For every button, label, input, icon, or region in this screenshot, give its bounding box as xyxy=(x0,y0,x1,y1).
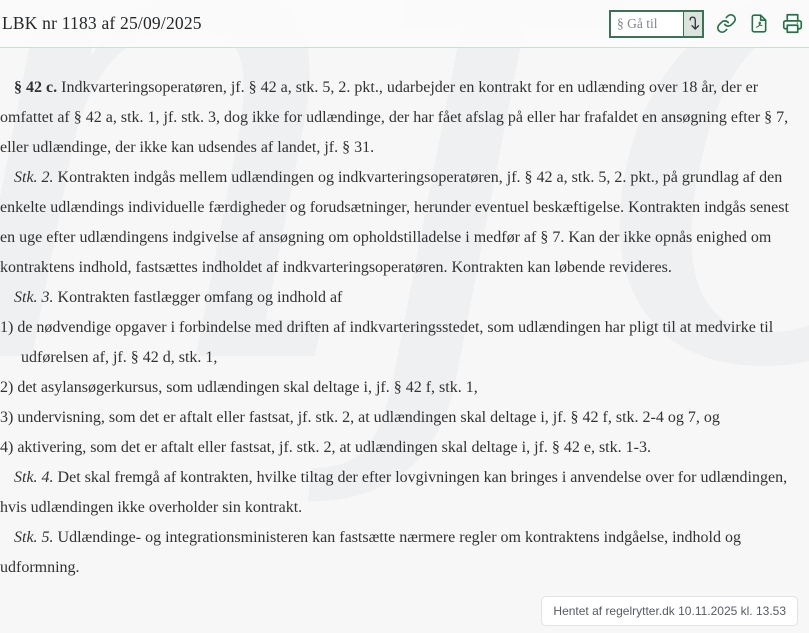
list-item xyxy=(0,433,799,463)
paragraph-text: Udlændinge- og integrationsministeren kan fastsætte nærmere regler om kontraktens indgåelse, indhold og udformning. xyxy=(0,529,741,576)
paragraph-text: undervisning, som det er aftalt eller fastsat, jf. stk. 2, at udlændingen skal deltage i, jf. § 42 f, stk. 2-4 og 7, og xyxy=(13,409,720,426)
goto-submit-button[interactable] xyxy=(683,12,702,36)
paragraph-text: Kontrakten fastlægger omfang og indhold af xyxy=(53,289,343,306)
paragraph xyxy=(0,463,799,523)
list-item xyxy=(0,313,799,373)
header xyxy=(0,0,809,48)
paragraph xyxy=(0,523,799,583)
paragraph-text: Det skal fremgå af kontrakten, hvilke tiltag der efter lovgivningen kan bringes i anvendelse over for udlændingen, hvis udlændingen ikke overholder sin kontrakt. xyxy=(0,469,788,516)
goto-paragraph-group xyxy=(609,10,704,38)
paragraph xyxy=(0,163,799,283)
link-icon xyxy=(716,13,737,34)
paragraph xyxy=(0,283,799,313)
down-arrow-icon xyxy=(687,15,700,32)
paragraph-text: de nødvendige opgaver i forbindelse med driften af indkvarteringsstedet, som udlændingen har pligt til at medvirke til udførelsen af, jf. § 42 d, stk. 1, xyxy=(13,319,774,366)
paragraph-lead: 4) xyxy=(0,439,14,456)
paragraph-lead: § 42 c. xyxy=(14,79,58,96)
header-controls xyxy=(609,10,803,38)
goto-input[interactable] xyxy=(611,12,683,36)
list-item xyxy=(0,373,799,403)
document-body xyxy=(0,48,809,583)
paragraph-lead: Stk. 3. xyxy=(14,289,54,306)
retrieval-stamp: Hentet af regelrytter.dk 10.11.2025 kl. 13.53 xyxy=(541,596,798,626)
paragraph-lead: 2) xyxy=(0,379,14,396)
pdf-download-button[interactable] xyxy=(748,13,770,35)
paragraph-lead: Stk. 2. xyxy=(14,169,54,186)
paragraph-lead: Stk. 4. xyxy=(14,469,54,486)
print-button[interactable] xyxy=(781,13,803,35)
paragraph-lead: Stk. 5. xyxy=(14,529,54,546)
page-title: LBK nr 1183 af 25/09/2025 xyxy=(2,13,202,33)
paragraph-text: det asylansøgerkursus, som udlændingen skal deltage i, jf. § 42 f, stk. 1, xyxy=(13,379,478,396)
copy-link-button[interactable] xyxy=(715,13,737,35)
printer-icon xyxy=(782,13,803,34)
paragraph xyxy=(0,73,799,163)
paragraph-lead: 1) xyxy=(0,319,14,336)
paragraph-text: aktivering, som det er aftalt eller fastsat, jf. stk. 2, at udlændingen skal deltage i, jf. § 42 e, stk. 1-3. xyxy=(13,439,651,456)
list-item xyxy=(0,403,799,433)
paragraph-lead: 3) xyxy=(0,409,14,426)
paragraph-text: Indkvarteringsoperatøren, jf. § 42 a, stk. 5, 2. pkt., udarbejder en kontrakt for en udlænding over 18 år, der er omfattet af § 42 a, stk. 1, jf. stk. 3, dog ikke for udlændinge, der har fået afslag på eller har frafaldet en ansøgning efter § 7, eller udlændinge, der ikke kan udsendes af landet, jf. § 31. xyxy=(0,79,789,156)
paragraph-text: Kontrakten indgås mellem udlændingen og indkvarteringsoperatøren, jf. § 42 a, stk. 5, 2. pkt., på grundlag af den enkelte udlændings individuelle færdigheder og forudsætninger, herunder eventuel beskæftigelse. Kontrakten indgås senest en uge efter udlændingens indgivelse af ansøgning om opholdstilladelse i medfør af § 7. Kan der ikke opnås enighed om kontraktens indhold, fastsættes indholdet af indkvarteringsoperatøren. Kontrakten kan løbende revideres. xyxy=(0,169,789,276)
pdf-file-icon xyxy=(749,13,769,34)
